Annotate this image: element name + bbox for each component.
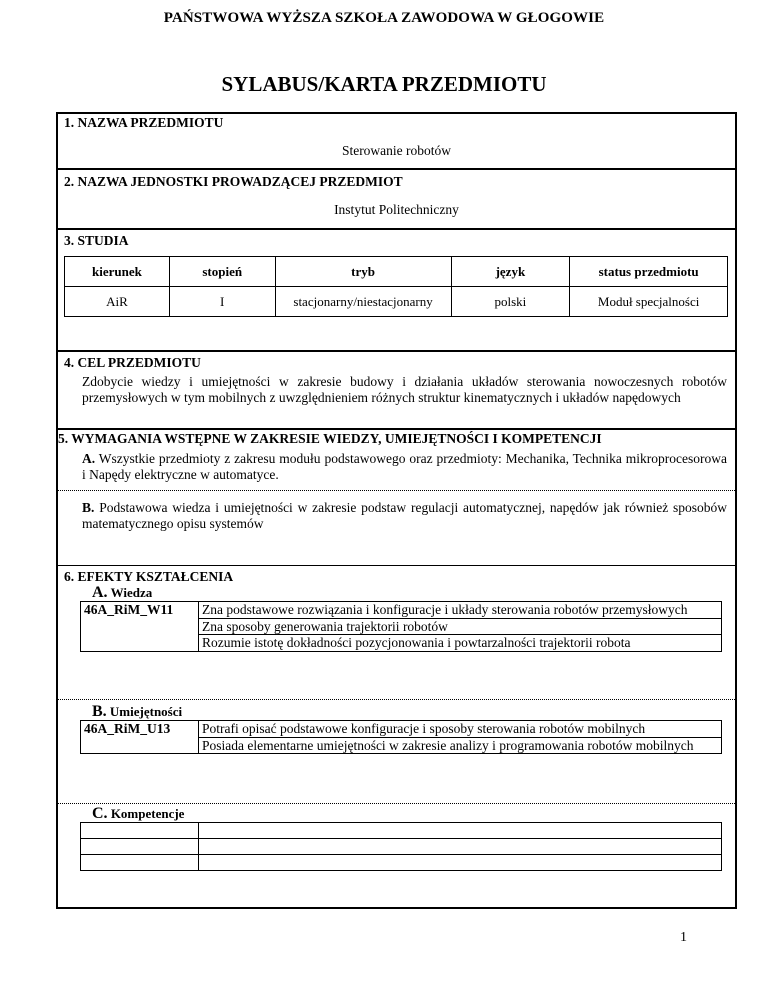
umiejetnosci-label: Umiejętności (109, 704, 183, 719)
requirements-b-text: Podstawowa wiedza i umiejętności w zakresie podstaw regulacji automatycznej, napędów jak również sposobów matematycznego opisu systemów (82, 500, 727, 531)
umiejetnosci-letter: B. (92, 703, 107, 720)
kompetencje-letter: C. (92, 805, 108, 822)
table-cell: polski (451, 287, 570, 317)
section-5-heading: 5. WYMAGANIA WSTĘPNE W ZAKRESIE WIEDZY, UMIEJĘTNOŚCI I KOMPETENCJI (58, 431, 602, 446)
wiedza-table (80, 601, 722, 652)
effect-code: 46A_RiM_W11 (81, 602, 199, 652)
requirements-a-text: Wszystkie przedmioty z zakresu modułu podstawowego oraz przedmioty: Mechanika, Technika mikroprocesorowa i Napędy elektryczne w automatyce. (82, 451, 727, 482)
kompetencje-subheading (92, 805, 184, 823)
divider (56, 428, 737, 430)
effect-item: Zna sposoby generowania trajektorii robotów (199, 618, 722, 635)
table-cell: Moduł specjalności (570, 287, 728, 317)
empty-cell (199, 839, 722, 855)
section-3-heading: 3. STUDIA (64, 233, 129, 248)
table-row (81, 721, 722, 738)
divider (56, 803, 737, 804)
column-header: język (451, 257, 570, 287)
table-row (81, 855, 722, 871)
kompetencje-table (80, 822, 722, 871)
effect-code: 46A_RiM_U13 (81, 721, 199, 754)
studies-table (64, 256, 728, 317)
wiedza-subheading (92, 584, 152, 602)
table-row (81, 839, 722, 855)
unit-name: Instytut Politechniczny (334, 202, 459, 217)
column-header: tryb (275, 257, 451, 287)
column-header: kierunek (65, 257, 170, 287)
divider (56, 228, 737, 230)
effect-item: Rozumie istotę dokładności pozycjonowania i powtarzalności trajektorii robota (199, 635, 722, 652)
divider (56, 350, 737, 352)
effect-item: Posiada elementarne umiejętności w zakresie analizy i programowania robotów mobilnych (199, 737, 722, 754)
column-header: stopień (169, 257, 275, 287)
divider (56, 699, 737, 700)
effect-item: Zna podstawowe rozwiązania i konfiguracje i układy sterowania robotów przemysłowych (199, 602, 722, 619)
divider (56, 565, 737, 566)
section-1-heading: 1. NAZWA PRZEDMIOTU (64, 115, 224, 130)
empty-cell (199, 823, 722, 839)
document-title: SYLABUS/KARTA PRZEDMIOTU (221, 72, 547, 96)
wiedza-label: Wiedza (110, 585, 153, 600)
table-cell: AiR (65, 287, 170, 317)
table-cell: I (169, 287, 275, 317)
table-row (81, 602, 722, 619)
effect-item: Potrafi opisać podstawowe konfiguracje i sposoby sterowania robotów mobilnych (199, 721, 722, 738)
divider (56, 168, 737, 170)
empty-cell (199, 855, 722, 871)
column-header: status przedmiotu (570, 257, 728, 287)
umiejetnosci-subheading (92, 703, 182, 721)
table-header-row (65, 257, 728, 287)
course-goal-text: Zdobycie wiedzy i umiejętności w zakresie budowy i działania układów sterowania nowoczesnych robotów przemysłowych w tym mobilnych z uwzględnieniem różnych struktur kinematycznych i układów napędowych (82, 374, 727, 405)
requirements-a (82, 451, 727, 482)
page-number: 1 (680, 930, 687, 945)
empty-cell (81, 823, 199, 839)
divider (56, 490, 737, 491)
requirements-a-label: A. (82, 451, 96, 466)
requirements-b (82, 500, 727, 531)
kompetencje-label: Kompetencje (110, 806, 185, 821)
empty-cell (81, 839, 199, 855)
umiejetnosci-table (80, 720, 722, 754)
table-cell: stacjonarny/niestacjonarny (275, 287, 451, 317)
section-6-heading: 6. EFEKTY KSZTAŁCENIA (64, 569, 234, 584)
table-row (81, 823, 722, 839)
course-name: Sterowanie robotów (341, 143, 452, 158)
section-2-heading: 2. NAZWA JEDNOSTKI PROWADZĄCEJ PRZEDMIOT (64, 174, 403, 189)
section-4-heading: 4. CEL PRZEDMIOTU (64, 355, 201, 370)
table-row (65, 287, 728, 317)
wiedza-letter: A. (92, 584, 108, 601)
empty-cell (81, 855, 199, 871)
requirements-b-label: B. (82, 500, 95, 515)
school-name: PAŃSTWOWA WYŻSZA SZKOŁA ZAWODOWA W GŁOGOWIE (163, 10, 605, 26)
